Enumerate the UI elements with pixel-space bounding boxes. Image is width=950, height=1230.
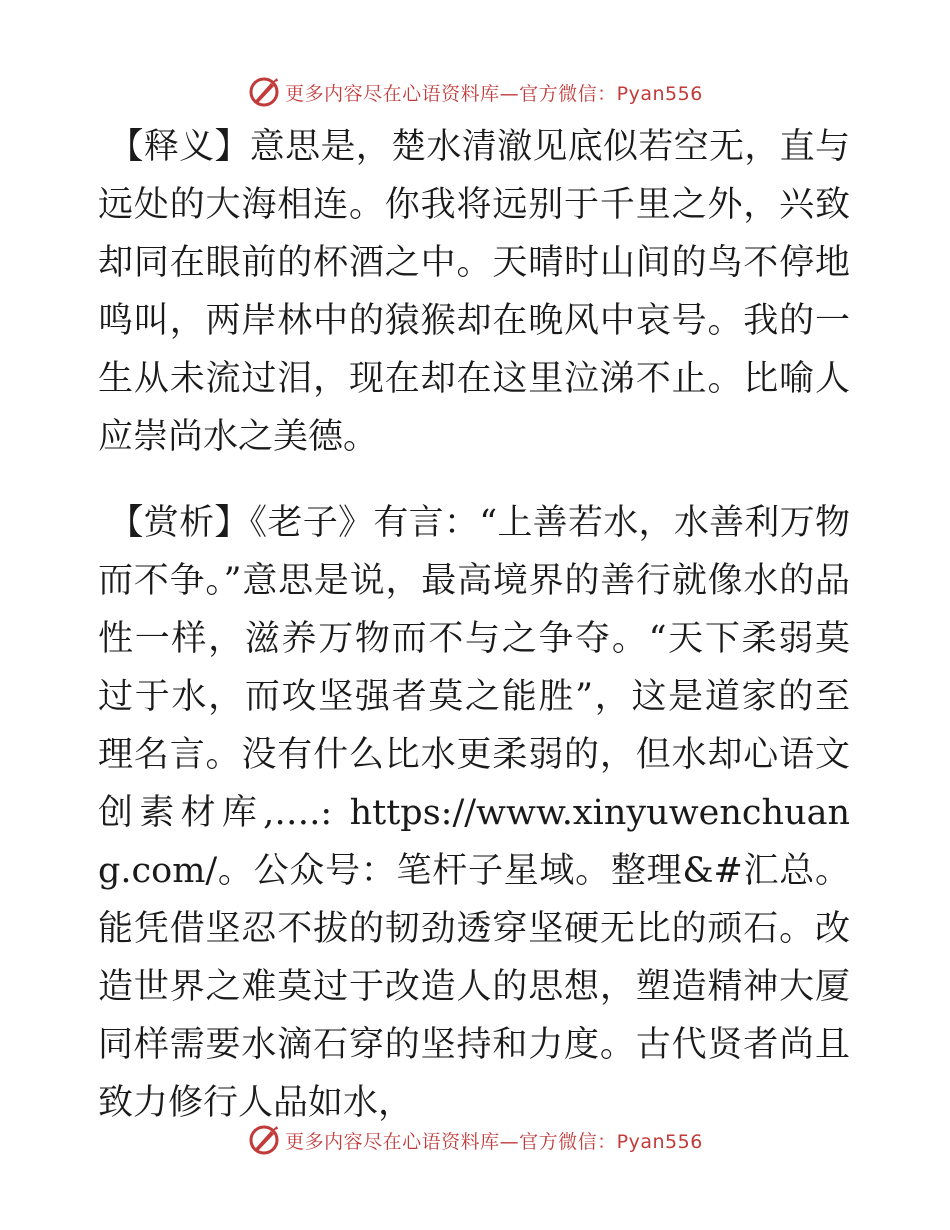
document-body bbox=[98, 118, 850, 1132]
quill-pen-logo-icon bbox=[247, 75, 281, 109]
footer-watermark bbox=[0, 1120, 950, 1160]
header-watermark bbox=[0, 72, 950, 112]
watermark-text: 更多内容尽在心语资料库—官方微信：Pyan556 bbox=[285, 1130, 703, 1153]
paragraph-appreciation: 【赏析】《老子》有言：“上善若水，水善利万物而不争。”意思是说，最高境界的善行就像水的品性一样，滋养万物而不与之争夺。“天下柔弱莫过于水，而攻坚强者莫之能胜”，这是道家的至理名言。没有什么比水更柔弱的，但水却心语文创素材库,….: https://www.xinyuwenchuang.com/。公众号：笔杆子星域。整理&#汇总。能凭借坚忍不拔的韧劲透穿坚硬无比的顽石。改造世界之难莫过于改造人的思想，塑造精神大厦同样需要水滴石穿的坚持和力度。古代贤者尚且致力修行人品如水， bbox=[98, 503, 850, 1123]
quill-pen-logo-icon bbox=[247, 1123, 281, 1157]
paragraph-interpretation: 【释义】意思是，楚水清澈见底似若空无，直与远处的大海相连。你我将远别于千里之外，兴致却同在眼前的杯酒之中。天晴时山间的鸟不停地鸣叫，两岸林中的猿猴却在晚风中哀号。我的一生从未流过泪，现在却在这里泣涕不止。比喻人应崇尚水之美德。 bbox=[98, 127, 850, 457]
watermark-text: 更多内容尽在心语资料库—官方微信：Pyan556 bbox=[285, 82, 703, 105]
